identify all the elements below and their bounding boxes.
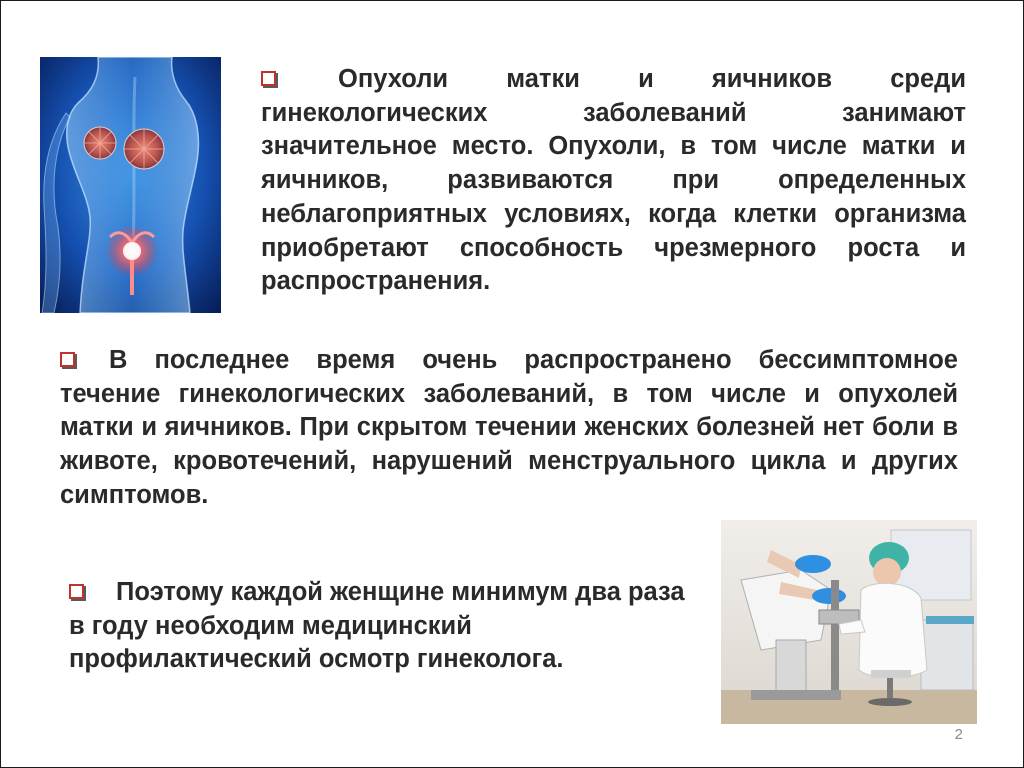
paragraph-text: В последнее время очень распространено бессимптомное течение гинекологических заболеваний, в том числе и опухолей матки и яичников. При скрытом течении женских болезней нет боли в животе, кровотечений, нарушений менструального цикла и других симптомов. — [60, 346, 958, 509]
female-anatomy-illustration — [40, 57, 221, 313]
paragraph-text: Поэтому каждой женщине минимум два раза в году необходим медицинский профилактический осмотр гинеколога. — [69, 578, 685, 674]
page-number: 2 — [954, 726, 963, 743]
paragraph-preventive-exam — [69, 576, 699, 677]
paragraph-text: Опухоли матки и яичников среди гинекологических заболеваний занимают значительное место. Опухоли, в том числе матки и яичников, развиваются при определенных неблагоприятных условиях, когда клетки организма приобретают способность чрезмерного роста и распространения. — [261, 65, 966, 296]
gynecological-exam-photo — [721, 520, 977, 724]
checkbox-bullet-icon — [60, 352, 75, 367]
paragraph-asymptomatic-course — [60, 344, 958, 513]
checkbox-bullet-icon — [69, 584, 84, 599]
checkbox-bullet-icon — [261, 71, 276, 86]
paragraph-uterine-ovarian-tumors — [261, 63, 966, 299]
